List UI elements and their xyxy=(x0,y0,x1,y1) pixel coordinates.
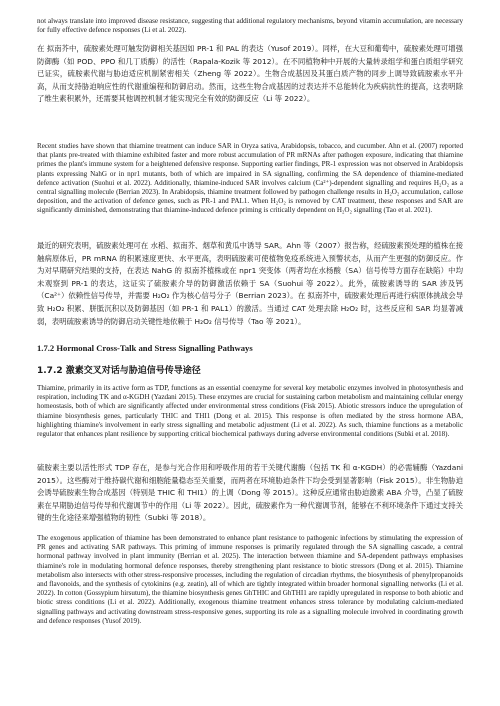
paragraph-en-2: Recent studies have shown that thiamine treatment can induce SAR in Oryza sativa, Arabidopsis, tobacco, and cucumber. Ahn et al. (2007) reported that plants pre-treated with thiamine exhibited faster and more robust accumulation of PR mRNAs after pathogen exposure, indicating that thiamine primes the plant's immune system for a heightened defensive response. Supporting earlier findings, PR-1 expression was not observed in Arabidopsis plants expressing NahG or in npr1 mutants, both of which are impaired in SA signalling, confirming the SA dependence of thiamine-mediated defence activation (Suohui et al. 2022). Additionally, thiamine-induced SAR involves calcium (Ca²⁺)-dependent signalling and requires H₂O₂ as a central signalling molecule (Berrian 2023). In Arabidopsis, thiamine treatment followed by pathogen challenge results in H₂O₂ accumulation, callose deposition, and the activation of defence genes, such as PR-1 and PAL1. When H₂O₂ is removed by CAT treatment, these responses and SAR are significantly diminished, demonstrating that thiamine-induced defence priming is critically dependent on H₂O₂ signalling (Tao et al. 2021). xyxy=(37,142,463,215)
section-heading-en: 1.7.2 Hormonal Cross-Talk and Stress Signalling Pathways xyxy=(37,343,253,353)
paragraph-en-3: Thiamine, primarily in its active form as TDP, functions as an essential coenzyme for several key metabolic enzymes involved in photosynthesis and respiration, including TK and α-KGDH (Yazdani 2015). These enzymes are crucial for sustaining carbon metabolism and maintaining cellular energy homeostasis, both of which are significantly affected under environmental stress conditions (Fisk 2015). Abiotic stressors induce the upregulation of thiamine biosynthesis genes, particularly THIC and THI1 (Dong et al. 2015). This response is often mediated by the stress hormone ABA, highlighting thiamine's involvement in early stress signalling and metabolic adjustment (Li et al. 2022). As such, thiamine functions as a metabolic regulator that enhances plant resilience by supporting critical biochemical pathways during adverse environmental conditions (Subki et al. 2018). xyxy=(37,384,463,439)
paragraph-en-1: not always translate into improved disease resistance, suggesting that additional regulatory mechanisms, beyond vitamin accumulation, are necessary for fully effective defence responses (Li et al. 2022). xyxy=(37,17,463,35)
section-heading-zh: 1.7.2 激素交叉对话与胁迫信号传导途径 xyxy=(37,366,201,376)
paragraph-zh-2: 最近的研究表明，硫胺素处理可在 水稻、拟南芥、烟草和黄瓜中诱导 SAR。Ahn 等（2007）报告称，经硫胺素预处理的植株在接触病原体后，PR mRNA 的积累速度更快、水平更高，表明硫胺素可使植物免疫系统进入预警状态，从而产生更强的防御反应。作为对早期研究结果的支持，在表达 NahG 的 拟南芥植株或在 npr1 突变体（两者均在水杨酸（SA）信号传导方面存在缺陷）中均未观察到 PR-1 的表达，这证实了硫胺素介导的防御激活依赖于 SA（Suohui 等 2022）。此外，硫胺素诱导的 SAR 涉及钙（Ca²⁺）依赖性信号传导，并需要 H₂O₂ 作为核心信号分子（Berrian 2023）。在 拟南芥中，硫胺素处理后再进行病原体挑战会导致 H₂O₂ 积累、胼胝沉积以及防御基因（如 PR-1 和 PAL1）的激活。当通过 CAT 处理去除 H₂O₂ 时，这些反应和 SAR 均显著减弱，表明硫胺素诱导的防御启动关键性地依赖于 H₂O₂ 信号传导（Tao 等 2021）。 xyxy=(37,241,463,326)
paragraph-zh-3: 硫胺素主要以活性形式 TDP 存在，是参与光合作用和呼吸作用的若干关键代谢酶（包括 TK 和 α-KGDH）的必需辅酶（Yazdani 2015）。这些酶对于维持碳代谢和细胞能量稳态至关重要，而两者在环境胁迫条件下均会受到显著影响（Fisk 2015）。非生物胁迫会诱导硫胺素生物合成基因（特别是 THIC 和 THI1）的上调（Dong 等 2015）。这种反应通常由胁迫激素 ABA 介导，凸显了硫胺素在早期胁迫信号传导和代谢调节中的作用（Li 等 2022）。因此，硫胺素作为一种代谢调节剂，能够在不利环境条件下通过支持关键的生化途径来增强植物的韧性（Subki 等 2018）。 xyxy=(37,463,463,523)
paragraph-zh-1: 在 拟南芥中，硫胺素处理可触发防御相关基因如 PR-1 和 PAL 的表达（Yusof 2019）。同样，在大豆和葡萄中，硫胺素处理可增强防御酶（如 POD、PPO 和几丁质酶）的活性（Rapala-Kozik 等 2012）。在不同植物种中开展的大量转录组学和蛋白质组学研究已证实，硫胺素代谢与胁迫适应机制紧密相关（Zheng 等 2022）。生物合成基因及其蛋白质产物的同步上调导致硫胺素水平升高，从而支持胁迫响应性的代谢重编程和防御启动。然而，这些生物合成基因的过表达并不总能转化为疾病抗性的提高，这表明除了维生素积累外，还需要其他调控机制才能实现完全有效的防御反应（Li 等 2022）。 xyxy=(37,44,463,104)
paragraph-en-4: The exogenous application of thiamine has been demonstrated to enhance plant resistance to pathogenic infections by stimulating the expression of PR genes and activating SAR pathways. This priming of immune responses is primarily regulated through the SA signalling cascade, a central hormonal pathway involved in plant immunity (Berrian et al. 2025). The interaction between thiamine and SA-dependent pathways emphasises thiamine's role in modulating hormonal defence responses, thereby strengthening plant resistance to biotic stressors (Dong et al. 2015). Thiamine metabolism also intersects with other stress-responsive processes, including the regulation of circadian rhythms, the biosynthesis of phenylpropanoids and flavonoids, and the synthesis of cytokinins (e.g. zeatin), all of which are tightly integrated within broader hormonal signalling networks (Li et al. 2022). In cotton (Gossypium hirsutum), the thiamine biosynthesis genes GhTHIC and GhTHI1 are rapidly upregulated in response to both abiotic and biotic stress conditions (Li et al. 2022). Additionally, exogenous thiamine treatment enhances stress tolerance by modulating calcium-mediated signalling pathways and activating downstream stress-responsive genes, supporting its role as a signalling molecule involved in coordinating growth and defence responses (Yusof 2019). xyxy=(37,534,463,625)
